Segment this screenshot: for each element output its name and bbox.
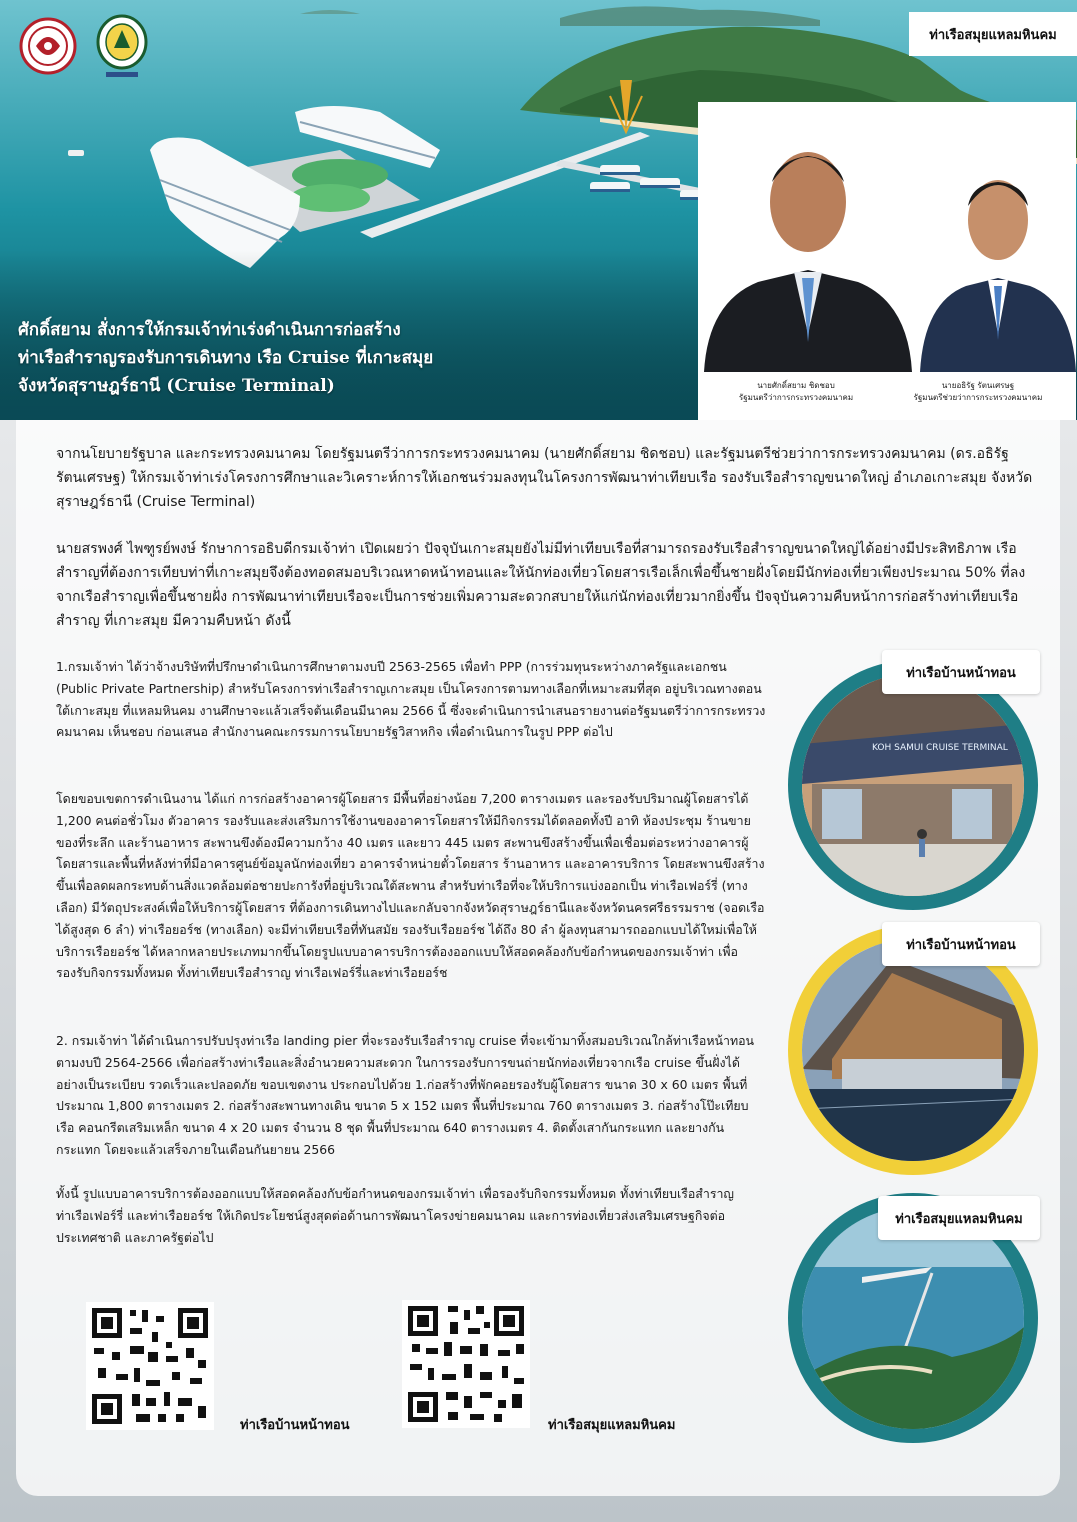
minister-1-caption: นายศักดิ์สยาม ชิดชอบ รัฐมนตรีว่าการกระทรวงคมนาคม xyxy=(738,381,854,402)
location-label: ท่าเรือสมุยแหลมหินคม xyxy=(909,12,1077,56)
ministry-seal-logo xyxy=(18,12,78,80)
minister-2-caption: นายอธิรัฐ รัตนเศรษฐ รัฐมนตรีช่วยว่าการกระทรวงคมนาคม xyxy=(913,381,1043,402)
qr-2-label: ท่าเรือสมุยแหลมหินคม xyxy=(548,1418,676,1433)
qr-1-label: ท่าเรือบ้านหน้าทอน xyxy=(240,1418,350,1433)
headline-line-1: ศักดิ์สยาม สั่งการให้กรมเจ้าท่าเร่งดำเนินการก่อสร้าง xyxy=(18,320,401,340)
marine-department-logo xyxy=(92,12,152,80)
photo-2-label: ท่าเรือบ้านหน้าทอน xyxy=(882,922,1040,966)
qr-code-ban-na-thon[interactable] xyxy=(86,1302,214,1430)
terminal-sign: KOH SAMUI CRUISE TERMINAL xyxy=(872,743,1008,753)
item-1-paragraph: 1.กรมเจ้าท่า ได้ว่าจ้างบริษัทที่ปรึกษาดำเนินการศึกษาตามงบปี 2563-2565 เพื่อทำ PPP (การร่วมทุนระหว่างภาครัฐและเอกชน (Public Private Partnership) สำหรับโครงการท่าเรือสำราญเกาะสมุย เป็นโครงการตามทางเลือกที่เหมาะสมที่สุด อยู่บริเวณทางตอนใต้เกาะสมุย ที่แหลมหินคม งานศึกษาจะแล้วเสร็จต้นเดือนมีนาคม 2566 นี้ ซึ่งจะดำเนินการนำเสนอรายงานต่อรัฐมนตรีว่าการกระทรวงคมนาคม เห็นชอบ ก่อนเสนอ สำนักงานคณะกรรมการนโยบายรัฐวิสาหกิจ เพื่อดำเนินการในรูป PPP ต่อไป xyxy=(56,659,766,740)
qr-code-graphic-1 xyxy=(86,1302,214,1430)
scope-paragraph: โดยขอบเขตการดำเนินงาน ได้แก่ การก่อสร้างอาคารผู้โดยสาร มีพื้นที่อย่างน้อย 7,200 ตารางเมตร และรองรับปริมาณผู้โดยสารได้ 1,200 คนต่อชั่วโมง ตัวอาคาร รองรับและส่งเสริมการใช้งานของอาคารโดยสารให้มีกิจกรรมได้ตลอดทั้งปี อาทิ ห้องประชุม ร้านขายของที่ระลึก และร้านอาหาร สะพานขึงต้องมีความกว้าง 40 เมตร และยาว 445 เมตร สะพานขึงสร้างขึ้นเพื่อเชื่อมต่อระหว่างอาคารผู้โดยสารและพื้นที่หลังท่าที่มีอาคารศูนย์ข้อมูลนักท่องเที่ยว อาคารจำหน่ายตั๋วโดยสาร ร้านอาหาร และอาคารบริการ โดยสะพานขึงสร้างขึ้นเพื่อลดผลกระทบด้านสิ่งแวดล้อมต่อชายปะการังที่อยู่บริเวณใต้สะพาน สำหรับท่าเรือที่จะให้บริการแบ่งออกเป็น ท่าเรือเฟอร์รี่ (ทางเลือก) มีวัตถุประสงค์เพื่อให้บริการผู้โดยสาร ที่ต้องการเดินทางไปและกลับจากจังหวัดสุราษฎร์ธานีและจังหวัดนครศรีธรรมราช (จอดเรือได้สูงสุด 6 ลำ) ท่าเรือยอร์ช (ทางเลือก) จะมีท่าเทียบเรือที่ทันสมัย รองรับเรือยอร์ช ได้ถึง 80 ลำ ผู้ลงทุนสามารถออกแบบได้ใหม่เพื่อให้บริการเรือยอร์ช ได้หลากหลายประเภทมากขึ้นโดยรูปแบบอาคารบริการต้องออกแบบให้สอดคล้องกับข้อกำหนดของกรมเจ้าท่า เพื่อรองรับกิจกรรมทั้งหมด ทั้งท่าเทียบเรือสำราญ ท่าเรือเฟอร์รี่และท่าเรือยอร์ช xyxy=(56,791,765,981)
intro-paragraph: จากนโยบายรัฐบาล และกระทรวงคมนาคม โดยรัฐมนตรีว่าการกระทรวงคมนาคม (นายศักดิ์สยาม ชิดชอบ) และรัฐมนตรีช่วยว่าการกระทรวงคมนาคม (ดร.อธิรัฐ รัตนเศรษฐ) ให้กรมเจ้าท่าเร่งโครงการศึกษาและวิเคราะห์การให้เอกชนร่วมลงทุนในโครงการพัฒนาท่าเทียบเรือ รองรับเรือสำราญขนาดใหญ่ อำเภอเกาะสมุย จังหวัดสุราษฎร์ธานี (Cruise Terminal) xyxy=(56,446,1033,510)
closing-paragraph: ทั้งนี้ รูปแบบอาคารบริการต้องออกแบบให้สอดคล้องกับข้อกำหนดของกรมเจ้าท่า เพื่อรองรับกิจกรรมทั้งหมด ทั้งท่าเทียบเรือสำราญ ท่าเรือเฟอร์รี่ และท่าเรือยอร์ช ให้เกิดประโยชน์สูงสุดต่อด้านการพัฒนาโครงข่ายคมนาคม และการท่องเที่ยวส่งเสริมเศรษฐกิจต่อประเทศชาติ และภาครัฐต่อไป xyxy=(56,1186,734,1245)
headline xyxy=(18,316,638,400)
qr-code-graphic-2 xyxy=(402,1300,530,1428)
hero-banner xyxy=(0,0,1077,420)
ministers-photo xyxy=(698,102,1076,420)
headline-line-3: จังหวัดสุราษฎร์ธานี (Cruise Terminal) xyxy=(18,376,335,396)
headline-line-2: ท่าเรือสำราญรองรับการเดินทาง เรือ Cruise ที่เกาะสมุย xyxy=(18,348,434,368)
director-statement: นายสรพงศ์ ไพฑูรย์พงษ์ รักษาการอธิบดีกรมเจ้าท่า เปิดเผยว่า ปัจจุบันเกาะสมุยยังไม่มีท่าเทียบเรือที่สามารถรองรับเรือสำราญขนาดใหญ่ได้อย่างมีประสิทธิภาพ เรือสำราญที่ต้องการเทียบท่าที่เกาะสมุยจึงต้องทอดสมอบริเวณหาดหน้าทอนและให้นักท่องเที่ยวโดยสารเรือเล็กเพื่อขึ้นชายฝั่งโดยมีนักท่องเที่ยวเพียงประมาณ 50% ที่ลงจากเรือสำราญเพื่อขึ้นชายฝั่ง การพัฒนาท่าเทียบเรือจะเป็นการช่วยเพิ่มความสะดวกสบายให้แก่นักท่องเที่ยวมากยิ่งขึ้น ปัจจุบันความคืบหน้าการก่อสร้างท่าเทียบเรือสำราญ ที่เกาะสมุย มีความคืบหน้า ดังนี้ xyxy=(56,541,1026,629)
item-2-paragraph: 2. กรมเจ้าท่า ได้ดำเนินการปรับปรุงท่าเรือ landing pier ที่จะรองรับเรือสำราญ cruise ที่จะเข้ามาทิ้งสมอบริเวณใกล้ท่าเรือหน้าทอน ตามงบปี 2564-2566 เพื่อก่อสร้างท่าเรือและสิ่งอำนวยความสะดวก ในการรองรับการขนถ่ายนักท่องเที่ยวจากเรือ cruise ขึ้นฝั่งได้อย่างเป็นระเบียบ รวดเร็วและปลอดภัย ขอบเขตงาน ประกอบไปด้วย 1.ก่อสร้างที่พักคอยรองรับผู้โดยสาร ขนาด 30 x 60 เมตร พื้นที่ประมาณ 1,800 ตารางเมตร 2. ก่อสร้างสะพานทางเดิน ขนาด 5 x 152 เมตร พื้นที่ประมาณ 760 ตารางเมตร 3. ก่อสร้างโป๊ะเทียบเรือ คอนกรีตเสริมเหล็ก ขนาด 4 x 20 เมตร จำนวน 8 ชุด พื้นที่ประมาณ 640 ตารางเมตร 4. ติดตั้งเสากันกระแทก และยางกันกระแทก โดยจะแล้วเสร็จภายในเดือนกันยายน 2566 xyxy=(56,1033,755,1157)
terminal-interior-photo xyxy=(788,660,1038,910)
photo-1-label: ท่าเรือบ้านหน้าทอน xyxy=(882,650,1040,694)
photo-3-label: ท่าเรือสมุยแหลมหินคม xyxy=(878,1196,1040,1240)
qr-code-laem-hin-khom[interactable] xyxy=(402,1300,530,1428)
